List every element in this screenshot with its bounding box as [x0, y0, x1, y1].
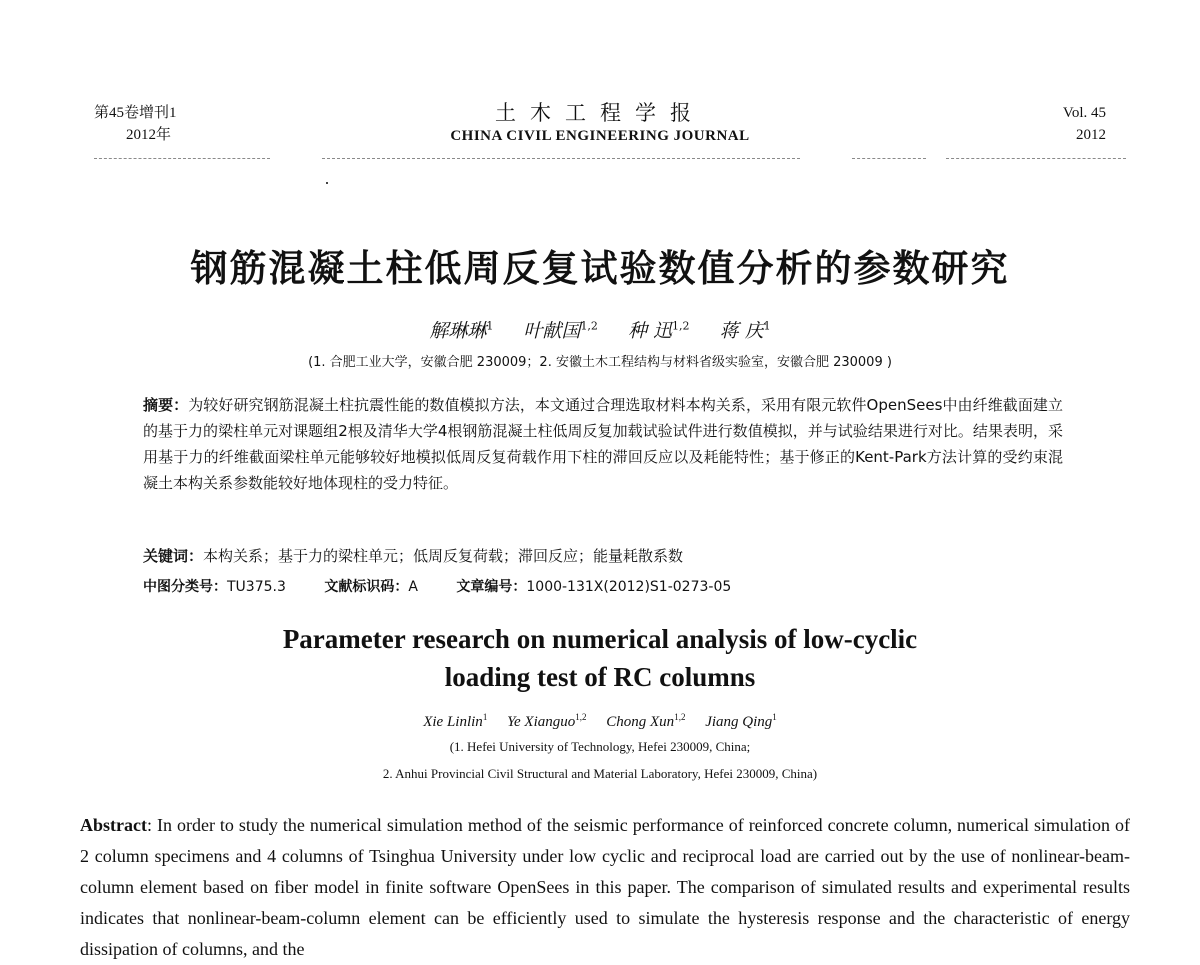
paper-title-cn: 钢筋混凝土柱低周反复试验数值分析的参数研究	[190, 247, 1010, 290]
stray-dot	[326, 182, 328, 184]
abstract-cn-text: 为较好研究钢筋混凝土柱抗震性能的数值模拟方法，本文通过合理选取材料本构关系，采用有限元软件OpenSees中由纤维截面建立的基于力的梁柱单元对课题组2根及清华大学4根钢筋混凝土柱低周反复加载试验试件进行数值模拟，并与试验结果进行对比。结果表明，采用基于力的纤维截面梁柱单元能够较好地模拟低周反复荷载作用下柱的滞回反应以及耗能特性；基于修正的Kent-Park方法计算的受约束混凝土本构关系参数能较好地体现柱的受力特征。	[143, 396, 1063, 492]
abstract-en	[80, 810, 1130, 965]
abstract-en-label: Abstract	[80, 815, 147, 835]
author-en: Chong Xun$^{1,2}$	[606, 712, 686, 730]
abstract-en-text: : In order to study the numerical simulation method of the seismic performance of reinforced concrete column, numerical simulation of 2 column specimens and 4 columns of Tsinghua University under low cyclic and reciprocal load are carried out by the use of nonlinear-beam-column element based on fiber model in finite software OpenSees in this paper. The comparison of simulated results and experimental results indicates that nonlinear-beam-column element can be efficiently used to simulate the hysteresis response and the characteristic of energy dissipation of columns, and the	[80, 815, 1130, 959]
doc-code-group: 文献标识码：A	[324, 579, 418, 595]
journal-name-cn: 土木工程学报	[495, 101, 705, 125]
header-rule-center	[322, 158, 800, 159]
abstract-cn	[143, 392, 1063, 496]
paper-title-en-line1: Parameter research on numerical analysis of low-cyclic	[282, 624, 918, 654]
header-rule-right	[946, 158, 1126, 159]
author-list-cn	[0, 316, 1200, 343]
abstract-cn-label: 摘要：	[143, 396, 189, 414]
keywords-cn	[143, 545, 683, 566]
paper-title-en-line2: loading test of RC columns	[444, 662, 756, 692]
affiliation-en-1: (1. Hefei University of Technology, Hefei 230009, China;	[449, 739, 751, 754]
journal-masthead	[0, 100, 1200, 146]
author-cn: 解琳琳$^1$	[429, 319, 494, 342]
year-cn: 2012年	[126, 127, 172, 143]
journal-volume-right	[1063, 102, 1106, 146]
journal-name-en: CHINA CIVIL ENGINEERING JOURNAL	[450, 128, 750, 144]
volume-issue: 第45卷增刊1	[94, 105, 177, 121]
affiliation-cn: (1. 合肥工业大学，安徽合肥 230009；2. 安徽土木工程结构与材料省级实验室，安徽合肥 230009 )	[308, 355, 892, 370]
keywords-cn-text: 本构关系；基于力的梁柱单元；低周反复荷载；滞回反应；能量耗散系数	[203, 547, 684, 565]
author-list-en	[0, 712, 1200, 731]
author-en: Jiang Qing$^1$	[705, 712, 777, 730]
header-rule-left	[94, 158, 270, 159]
author-cn: 种 迅$^{1,2}$	[627, 319, 690, 342]
author-en: Ye Xianguo$^{1,2}$	[507, 712, 587, 730]
article-number-group: 文章编号：1000-131X(2012)S1-0273-05	[456, 579, 732, 595]
volume-en: Vol. 45	[1062, 105, 1106, 121]
author-cn: 叶献国$^{1,2}$	[523, 319, 598, 342]
affiliation-en-2: 2. Anhui Provincial Civil Structural and Material Laboratory, Hefei 230009, China)	[382, 766, 818, 781]
author-cn: 蒋 庆$^1$	[719, 319, 771, 342]
header-rule-mid	[852, 158, 926, 159]
clc-group: 中图分类号：TU375.3	[143, 579, 286, 595]
paper-title-en	[0, 620, 1200, 696]
year-en: 2012	[1076, 127, 1106, 143]
keywords-cn-label: 关键词：	[143, 547, 204, 565]
author-en: Xie Linlin$^1$	[423, 712, 488, 730]
classification-line	[143, 576, 731, 596]
